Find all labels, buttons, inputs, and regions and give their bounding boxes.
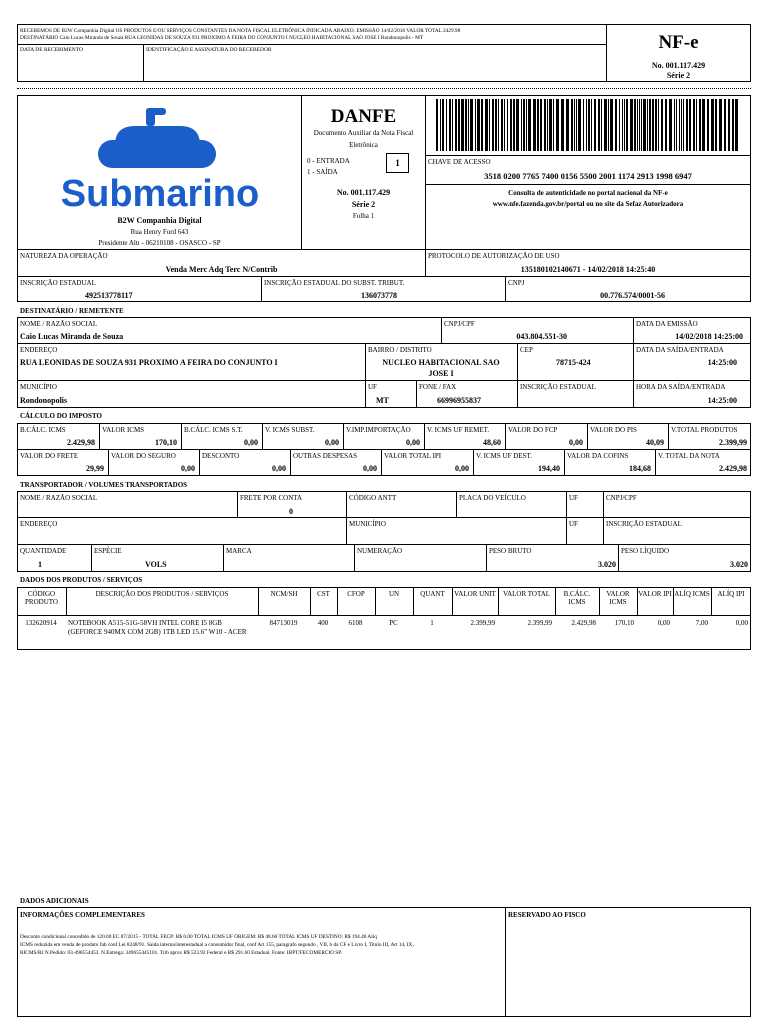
produtos-header: CST (317, 590, 330, 598)
danfe-serie: Série 2 (351, 200, 376, 209)
barcode-bar (440, 99, 441, 151)
dest-nome: Caio Lucas Miranda de Souza (20, 332, 124, 341)
transp-ie-label: INSCRIÇÃO ESTADUAL (606, 520, 682, 528)
barcode-bar (549, 99, 552, 151)
barcode-bar (699, 99, 701, 151)
info-label: INFORMAÇÕES COMPLEMENTARES (20, 911, 145, 919)
imposto-label: V. ICMS SUBST. (265, 426, 315, 434)
barcode-bar (526, 99, 527, 151)
dest-uf-label: UF (368, 383, 377, 391)
imposto-label: VALOR DO PIS (590, 426, 637, 434)
barcode-bar (436, 99, 438, 151)
produtos-cell: 84713019 (269, 619, 298, 627)
transp-uf2-label: UF (569, 520, 578, 528)
dest-bairro2: JOSE I (428, 369, 454, 378)
barcode-bar (468, 99, 469, 151)
imposto-label: VALOR DO FRETE (20, 452, 79, 460)
canhoto-numero: No. 001.117.429 (651, 61, 706, 70)
imposto-value: 0,00 (325, 438, 339, 447)
barcode-bar (601, 99, 602, 151)
barcode-bar (661, 99, 663, 151)
barcode-bar (446, 99, 447, 151)
barcode-bar (561, 99, 564, 151)
dest-h2 (17, 380, 751, 381)
produtos-cell: 7,00 (695, 619, 708, 627)
cnpj-label: CNPJ (508, 279, 525, 287)
chave-hline1 (425, 155, 751, 156)
cnpj-value: 00.776.574/0001-56 (600, 291, 665, 300)
imposto-value: 0,00 (244, 438, 258, 447)
produtos-header: ALÍQ ICMS (674, 590, 710, 598)
transp-placa-label: PLACA DO VEÍCULO (459, 494, 526, 502)
barcode-bar (553, 99, 554, 151)
barcode-bar (576, 99, 577, 151)
chave-hline2 (425, 184, 751, 185)
transp-mun-label: MUNICÍPIO (349, 520, 386, 528)
imposto-label: V. ICMS UF DEST. (476, 452, 532, 460)
barcode-bar (652, 99, 654, 151)
barcode-bar (449, 99, 451, 151)
barcode-bar (498, 99, 499, 151)
produtos-cell: 132620914 (25, 619, 57, 627)
barcode-bar (624, 99, 625, 151)
barcode-bar (485, 99, 488, 151)
barcode-bar (719, 99, 722, 151)
barcode-bar (643, 99, 646, 151)
produtos-header-line (17, 615, 751, 616)
barcode-bar (571, 99, 573, 151)
produtos-header: QUANT (420, 590, 445, 598)
transp-esp-label: ESPÉCIE (94, 547, 122, 555)
imposto-value: 2.429,98 (719, 464, 747, 473)
transp-section: TRANSPORTADOR / VOLUMES TRANSPORTADOS (20, 481, 188, 489)
natureza-value: Venda Merc Adq Terc N/Contrib (165, 265, 278, 274)
produtos-cell: 6108 (348, 619, 363, 627)
dest-ie-label: INSCRIÇÃO ESTADUAL (520, 383, 596, 391)
produtos-header: B.CÁLC. ICMS (563, 590, 591, 606)
dest-cep-label: CEP (520, 346, 533, 354)
imposto-label: DESCONTO (202, 452, 240, 460)
danfe-numero: No. 001.117.429 (336, 188, 391, 197)
barcode-bar (547, 99, 548, 151)
emitente-nome: B2W Companhia Digital (117, 216, 202, 225)
dest-h1 (17, 343, 751, 344)
produtos-cell: 2.399,99 (527, 619, 552, 627)
barcode-bar (533, 99, 536, 151)
imposto-label: VALOR DO FCP (508, 426, 558, 434)
transp-qtd: 1 (38, 560, 42, 569)
dest-emissao-label: DATA DA EMISSÃO (636, 320, 698, 328)
imposto-label: VALOR DO SEGURO (111, 452, 176, 460)
barcode-bar (715, 99, 717, 151)
canhoto-hline (17, 44, 607, 45)
fisco-label: RESERVADO AO FISCO (508, 911, 586, 919)
barcode-bar (507, 99, 508, 151)
dest-hora: 14:25:00 (707, 396, 737, 405)
dest-cnpj: 043.804.551-30 (516, 332, 567, 341)
info-line2: ICMS reduzida em venda de produto fab conf Lei 8248/91. Saida interna/interestadual a consumidor final, conf Art 155, paragrafo segundo , VII, b da CF e Livro I, Titulo III, Art 14, IX, (20, 942, 414, 948)
barcode-bar (510, 99, 512, 151)
dest-cnpj-label: CNPJ/CPF (444, 320, 475, 328)
barcode-bar (521, 99, 522, 151)
data-recebimento-label: DATA DE RECEBIMENTO (20, 47, 84, 53)
transp-frete: 0 (289, 507, 293, 516)
emitente-endereco: Rua Henry Ford 643 (130, 228, 189, 236)
produtos-header: DESCRIÇÃO DOS PRODUTOS / SERVIÇOS (95, 590, 229, 598)
protocolo-label: PROTOCOLO DE AUTORIZAÇÃO DE USO (428, 252, 560, 260)
barcode-bar (513, 99, 515, 151)
produtos-section: DADOS DOS PRODUTOS / SERVIÇOS (20, 576, 143, 584)
ie-label: INSCRIÇÃO ESTADUAL (20, 279, 96, 287)
transp-cnpj-label: CNPJ/CPF (606, 494, 637, 502)
barcode-bar (693, 99, 695, 151)
imposto-label: VALOR ICMS (102, 426, 145, 434)
barcode-bar (501, 99, 503, 151)
barcode-bar (442, 99, 444, 151)
produtos-cell: 1 (430, 619, 434, 627)
imposto-section: CÁLCULO DO IMPOSTO (20, 412, 102, 420)
dest-bairro-label: BAIRRO / DISTRITO (368, 346, 432, 354)
transp-h1 (17, 517, 751, 518)
barcode-bar (696, 99, 697, 151)
natureza-label: NATUREZA DA OPERAÇÃO (20, 252, 108, 260)
imposto-value: 194,40 (538, 464, 560, 473)
produtos-cell: 170,10 (614, 619, 634, 627)
cut-line (17, 88, 751, 89)
imposto-label: V.TOTAL PRODUTOS (671, 426, 738, 434)
produtos-cell: PC (389, 619, 398, 627)
produtos-header: NCM/SH (270, 590, 298, 598)
barcode-bar (686, 99, 688, 151)
barcode-bar (619, 99, 620, 151)
barcode-bar (470, 99, 473, 151)
barcode-bar (540, 99, 542, 151)
barcode-bar (591, 99, 592, 151)
danfe-tipo: 1 (386, 153, 409, 173)
barcode-bar (676, 99, 677, 151)
danfe-title: DANFE (330, 106, 397, 127)
barcode-bar (461, 99, 464, 151)
transp-qtd-label: QUANTIDADE (20, 547, 67, 555)
canhoto-text2: DESTINATÁRIO Caio Lucas Miranda de Souza RUA LEONIDAS DE SOUZA 931 PROXIMO A FEIRA DO CONJUNTO I NUCLEO HABITACIONAL SAO JOSE I Rondonopolis - MT (20, 35, 424, 41)
imposto-value: 29,99 (86, 464, 104, 473)
transp-antt-label: CÓDIGO ANTT (349, 494, 397, 502)
barcode-bar (586, 99, 587, 151)
barcode-bar (544, 99, 546, 151)
emitente-cidade: Presidente Altı - 06210108 - OSASCO - SP (98, 239, 221, 247)
assinatura-label: IDENTIFICAÇÃO E ASSINATURA DO RECEBEDOR (146, 47, 272, 53)
barcode-bar (622, 99, 623, 151)
imposto-value: 0,00 (363, 464, 377, 473)
barcode-bar (634, 99, 636, 151)
imposto-value: 170,10 (155, 438, 177, 447)
barcode-bar (610, 99, 613, 151)
transp-nome-label: NOME / RAZÃO SOCIAL (20, 494, 98, 502)
barcode-bar (707, 99, 709, 151)
barcode-bar (724, 99, 726, 151)
danfe-saida: 1 - SAÍDA (307, 168, 338, 176)
transp-v2 (346, 491, 347, 544)
submarino-wordmark: Submarino (60, 173, 260, 215)
transp-v1 (237, 491, 238, 517)
consulta-line2: www.nfe.fazenda.gov.br/portal ou no site da Sefaz Autorizadora (492, 200, 684, 208)
ie-value: 492513778117 (85, 291, 133, 300)
produtos-cell: 2.429,98 (571, 619, 596, 627)
info-line3: RICMS/RJ N.Pedido: 03-498554453. N.Entrega: 349655445101. Trib aprox R$ 523.92 Federal e R$ 291.60 Estadual. Fonte: IBPT/FECOMERCIO SP. (20, 950, 342, 956)
dest-fone-label: FONE / FAX (419, 383, 457, 391)
barcode-bar (679, 99, 680, 151)
danfe-folha: Folha 1 (352, 212, 375, 220)
barcode-bar (516, 99, 519, 151)
produtos-cell: 400 (317, 619, 329, 627)
produtos-header: VALOR ICMS (606, 590, 630, 606)
barcode-bar (639, 99, 640, 151)
barcode-bar (637, 99, 638, 151)
dest-fone: 66996955837 (437, 396, 481, 405)
danfe-subtitle: Documento Auxiliar da Nota Fiscal Eletrônica (313, 129, 414, 149)
ie-st-value: 136073778 (361, 291, 397, 300)
barcode-icon (436, 99, 740, 151)
barcode-bar (626, 99, 628, 151)
barcode-bar (528, 99, 531, 151)
barcode-bar (669, 99, 672, 151)
produtos-header: ALÍQ IPI (717, 590, 745, 598)
barcode-bar (458, 99, 460, 151)
transp-v4 (566, 491, 567, 544)
imposto-value: 0,00 (181, 464, 195, 473)
barcode-bar (689, 99, 691, 151)
protocolo-value: 135180102140671 - 14/02/2018 14:25:40 (520, 265, 656, 274)
barcode-bar (702, 99, 705, 151)
barcode-bar (495, 99, 497, 151)
barcode-bar (583, 99, 584, 151)
adicionais-section: DADOS ADICIONAIS (20, 897, 89, 905)
barcode-bar (665, 99, 667, 151)
dest-end: RUA LEONIDAS DE SOUZA 931 PROXIMO A FEIRA DO CONJUNTO I (20, 358, 278, 367)
dest-bairro1: NUCLEO HABITACIONAL SAO (382, 358, 500, 367)
produtos-header: VALOR TOTAL (502, 590, 551, 598)
transp-frete-label: FRETE POR CONTA (240, 494, 303, 502)
transp-v3 (456, 491, 457, 517)
transp-pl-label: PESO LÍQUIDO (621, 547, 670, 555)
imposto-value: 40,09 (646, 438, 664, 447)
barcode (436, 99, 740, 151)
barcode-bar (455, 99, 457, 151)
dest-v4 (517, 343, 518, 380)
dest-nome-label: NOME / RAZÃO SOCIAL (20, 320, 98, 328)
dest-v6 (517, 380, 518, 408)
barcode-bar (465, 99, 467, 151)
barcode-bar (504, 99, 505, 151)
barcode-bar (615, 99, 617, 151)
barcode-bar (537, 99, 539, 151)
canhoto-nfe-title: NF-e (658, 32, 699, 53)
dest-saida: 14:25:00 (707, 358, 737, 367)
transp-h2 (17, 544, 751, 545)
barcode-bar (523, 99, 525, 151)
info-box (17, 907, 506, 1017)
barcode-bar (475, 99, 476, 151)
barcode-bar (674, 99, 675, 151)
transp-uf-label: UF (569, 494, 578, 502)
transp-marca-label: MARCA (226, 547, 252, 555)
consulta-line1: Consulta de autenticidade no portal nacional da NF-e (508, 189, 668, 197)
imposto-value: 0,00 (569, 438, 583, 447)
barcode-bar (556, 99, 559, 151)
canhoto-serie: Série 2 (666, 71, 691, 80)
barcode-bar (594, 99, 596, 151)
dest-cep: 78715-424 (556, 358, 591, 367)
fisco-box (505, 907, 751, 1017)
barcode-bar (681, 99, 682, 151)
chave-label: CHAVE DE ACESSO (428, 158, 491, 166)
ie-st-label: INSCRIÇÃO ESTADUAL DO SUBST. TRIBUT. (264, 279, 405, 287)
dest-v5 (416, 380, 417, 408)
transp-end-label: ENDEREÇO (20, 520, 58, 528)
produtos-cell: 0,00 (657, 619, 670, 627)
chave-value: 3518 0200 7765 7400 0156 5500 2001 1174 2913 1998 6947 (484, 171, 692, 181)
transp-esp: VOLS (145, 560, 167, 569)
imposto-value: 0,00 (272, 464, 286, 473)
barcode-bar (492, 99, 494, 151)
info-line1: Desconto condicional concedido de 120.00 EC 87/2015 - TOTAL FECP: R$ 0.00 TOTAL ICMS UF ORIGEM: R$ 48.60 TOTAL ICMS UF DESTINO: R$ 194.40 Aliq (20, 934, 377, 940)
barcode-bar (649, 99, 651, 151)
canhoto-text1: RECEBEMOS DE B2W Companhia Digital OS PRODUTOS E/OU SERVIÇOS CONSTANTES DA NOTA FISCAL ELETRÔNICA INDICADA ABAIXO. EMISSÃO 14/02/2018 VALOR TOTAL 2429.98 (20, 28, 461, 34)
barcode-bar (481, 99, 483, 151)
imposto-label: B.CÁLC. ICMS S.T. (184, 426, 243, 434)
produtos-header: CFOP (347, 590, 365, 598)
barcode-bar (588, 99, 590, 151)
transp-v7 (223, 544, 224, 572)
imposto-label: OUTRAS DESPESAS (293, 452, 357, 460)
barcode-bar (728, 99, 730, 151)
dest-mun-label: MUNICÍPIO (20, 383, 57, 391)
barcode-bar (566, 99, 569, 151)
produtos-cell: 0,00 (735, 619, 748, 627)
barcode-bar (489, 99, 490, 151)
produtos-cell: 2.399,99 (470, 619, 495, 627)
produtos-header: UN (388, 590, 400, 598)
imposto-value: 2.429,98 (67, 438, 95, 447)
barcode-bar (711, 99, 714, 151)
barcode-bar (641, 99, 642, 151)
barcode-bar (578, 99, 581, 151)
barcode-bar (608, 99, 609, 151)
transp-pl: 3.020 (730, 560, 748, 569)
barcode-bar (647, 99, 648, 151)
transp-pb-label: PESO BRUTO (489, 547, 532, 555)
imposto-value: 48,60 (483, 438, 501, 447)
barcode-bar (732, 99, 734, 151)
transp-v8 (354, 544, 355, 572)
imposto-label: V. ICMS UF REMET. (427, 426, 490, 434)
barcode-bar (630, 99, 633, 151)
dest-section: DESTINATÁRIO / REMETENTE (20, 307, 124, 315)
transp-v5 (603, 491, 604, 544)
imposto-value: 0,00 (406, 438, 420, 447)
imposto-value: 2.399,99 (719, 438, 747, 447)
produtos-header: VALOR UNIT (454, 590, 496, 598)
imposto-label: V.IMP.IMPORTAÇÃO (346, 426, 411, 434)
barcode-bar (477, 99, 480, 151)
dest-mun: Rondonopolis (20, 396, 68, 405)
barcode-bar (683, 99, 684, 151)
barcode-bar (658, 99, 659, 151)
produtos-header: VALOR IPI (638, 590, 672, 598)
imposto-label: VALOR DA COFINS (567, 452, 629, 460)
imposto-value: 184,68 (629, 464, 651, 473)
imposto-label: V. TOTAL DA NOTA (658, 452, 720, 460)
barcode-bar (735, 99, 738, 151)
imposto-value: 0,00 (455, 464, 469, 473)
produtos-header: CÓDIGO PRODUTO (25, 590, 58, 606)
canhoto-vline (143, 44, 144, 82)
transp-v6 (91, 544, 92, 572)
danfe-entrada: 0 - ENTRADA (307, 157, 350, 165)
produtos-cell: NOTEBOOK A515-51G-58VH INTEL CORE I5 8GB (GEFORCE 940MX COM 2GB) 1TB LED 15.6" W10 - ACER (68, 619, 247, 636)
barcode-bar (598, 99, 600, 151)
imposto-label: VALOR TOTAL IPI (384, 452, 442, 460)
barcode-bar (655, 99, 657, 151)
transp-pb: 3.020 (598, 560, 616, 569)
transp-num-label: NUMERAÇÃO (357, 547, 403, 555)
dest-saida-label: DATA DA SAÍDA/ENTRADA (636, 346, 724, 354)
barcode-bar (604, 99, 607, 151)
dest-hora-label: HORA DA SAÍDA/ENTRADA (636, 383, 726, 391)
barcode-bar (574, 99, 575, 151)
dest-emissao: 14/02/2018 14:25:00 (675, 332, 743, 341)
imposto-label: B.CÁLC. ICMS (20, 426, 66, 434)
barcode-bar (452, 99, 453, 151)
dest-end-label: ENDEREÇO (20, 346, 58, 354)
dest-uf: MT (376, 396, 389, 405)
